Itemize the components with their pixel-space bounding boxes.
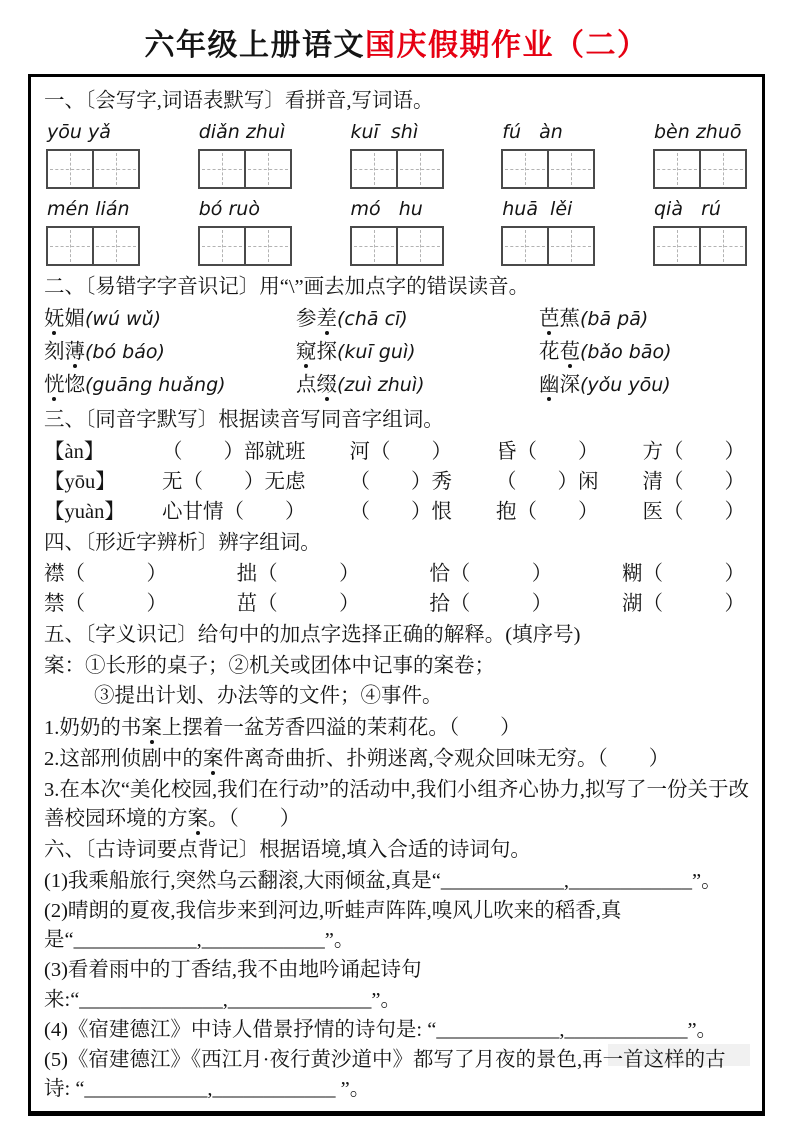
pinyin-word: qià rú — [654, 198, 721, 221]
definition-line-1: 案：①长形的桌子；②机关或团体中记事的案卷； — [44, 655, 495, 678]
grid-cell — [244, 228, 290, 264]
dotted-char: 缀 — [316, 374, 337, 397]
section-2-heading: 二、〔易错字字音识记〕用“\”画去加点字的错误读音。 — [44, 276, 530, 299]
writing-grid — [350, 149, 444, 189]
page-title-black: 六年级上册语文 — [144, 29, 365, 62]
poem-fill-item: (2)晴朗的夏夜,我信步来到河边,听蛙声阵阵,嗅风儿吹来的稻香,真是“____________,____________”。 — [44, 900, 622, 952]
pinyin-reading: (zuì zhuì) — [337, 374, 425, 397]
grid-cell — [396, 228, 442, 264]
section-3-heading: 三、〔同音字默写〕根据读音写同音字组词。 — [44, 409, 444, 432]
dotted-char: 妩 — [44, 308, 65, 331]
pinyin-word: diǎn zhuì — [198, 121, 286, 144]
dotted-char: 芭 — [539, 308, 560, 331]
word-pinyin-item: 参差(chā cī) — [296, 308, 408, 331]
fill-blank-item: 拙（ ） — [236, 563, 360, 586]
fill-blank-item: 无（ ）无虑 — [162, 470, 306, 493]
pinyin-column — [46, 196, 140, 266]
pinyin-word: yōu yǎ — [47, 121, 111, 144]
section-4-heading: 四、〔形近字辨析〕辨字组词。 — [44, 531, 321, 554]
pinyin-word: kuī shì — [350, 121, 419, 144]
homophone-row — [44, 438, 749, 467]
page-title — [0, 20, 793, 64]
pinyin-column — [198, 119, 292, 189]
pinyin-word: huā lěi — [502, 198, 573, 221]
pinyin-column — [46, 119, 140, 189]
sentence-item: 1.奶奶的书案上摆着一盆芳香四溢的茉莉花。（ ） — [44, 716, 521, 739]
dotted-char: 幽 — [539, 374, 560, 397]
writing-grid — [198, 226, 292, 266]
writing-grid — [501, 226, 595, 266]
writing-grid — [350, 226, 444, 266]
writing-grid — [46, 226, 140, 266]
grid-cell — [48, 228, 92, 264]
writing-grid — [501, 149, 595, 189]
fill-blank-item: （ ）闲 — [496, 470, 599, 493]
pinyin-word: mén lián — [47, 198, 130, 221]
pinyin-reading: (bó báo) — [85, 341, 165, 364]
section-5-heading: 五、〔字义识记〕给句中的加点字选择正确的解释。(填序号) — [44, 624, 581, 647]
grid-cell — [503, 228, 547, 264]
fill-blank-item: （ ）秀 — [349, 470, 452, 493]
grid-cell — [396, 151, 442, 187]
fill-blank-item: 河（ ） — [349, 440, 452, 463]
grid-cell — [699, 228, 745, 264]
pinyin-word: bó ruò — [198, 198, 260, 221]
pinyin-reading: (bā pā) — [580, 308, 649, 331]
fill-blank-item: 湖（ ） — [621, 593, 745, 616]
dotted-char: 恍 — [44, 374, 65, 397]
section-2-items — [44, 305, 749, 400]
word-pinyin-item: 幽深(yǒu yōu) — [539, 374, 671, 397]
grid-cell — [655, 151, 699, 187]
pinyin-word: bèn zhuō — [654, 121, 742, 144]
fill-blank-item: 恰（ ） — [429, 563, 553, 586]
homophone-row — [44, 468, 749, 497]
dotted-char: 案 — [141, 716, 162, 739]
pinyin-word: mó hu — [350, 198, 423, 221]
section-6-heading: 六、〔古诗词要点背记〕根据语境,填入合适的诗词句。 — [44, 839, 531, 862]
poem-fill-item: (3)看着雨中的丁香结,我不由地吟诵起诗句来:“______________,______________”。 — [44, 959, 422, 1011]
definition-line-2: ③提出计划、办法等的文件；④事件。 — [94, 685, 443, 708]
worksheet-box — [28, 74, 765, 1116]
poem-fill-item: (1)我乘船旅行,突然乌云翻滚,大雨倾盆,真是“____________,____________”。 — [44, 870, 722, 893]
pinyin-label: 【yuàn】 — [44, 500, 125, 523]
pinyin-row-1 — [46, 119, 747, 189]
pinyin-column — [350, 196, 444, 266]
pinyin-label: 【àn】 — [44, 440, 105, 463]
pinyin-reading: (kuī guì) — [337, 341, 416, 364]
word-pinyin-item: 点缀(zuì zhuì) — [296, 374, 425, 397]
grid-cell — [92, 228, 138, 264]
pinyin-word: fú àn — [502, 121, 563, 144]
grid-cell — [200, 151, 244, 187]
fill-blank-item: 昏（ ） — [496, 440, 599, 463]
pinyin-reading: (guāng huǎng) — [85, 374, 226, 397]
fill-blank-item: 心甘情（ ） — [162, 500, 306, 523]
word-pinyin-item: 花苞(bǎo bāo) — [539, 341, 672, 364]
pinyin-column — [198, 196, 292, 266]
pinyin-label: 【yōu】 — [44, 470, 116, 493]
pinyin-column — [501, 196, 595, 266]
fill-blank-item: 清（ ） — [642, 470, 745, 493]
grid-cell — [547, 151, 593, 187]
grid-cell — [244, 151, 290, 187]
similar-char-row — [44, 590, 749, 619]
sentence-item: 3.在本次“美化校园,我们在行动”的活动中,我们小组齐心协力,拟写了一份关于改善校园环境的方案。（ ） — [44, 778, 749, 830]
grid-cell — [655, 228, 699, 264]
writing-grid — [198, 149, 292, 189]
fill-blank-item: 医（ ） — [642, 500, 745, 523]
dotted-char: 案 — [202, 747, 224, 770]
pinyin-column — [350, 119, 444, 189]
word-pinyin-item: 刻薄(bó báo) — [44, 341, 165, 364]
fill-blank-item: 糊（ ） — [621, 563, 745, 586]
word-pinyin-item: 窥探(kuī guì) — [296, 341, 416, 364]
dotted-char: 案 — [187, 807, 208, 830]
pinyin-reading: (wú wǔ) — [85, 308, 162, 331]
dotted-char: 苞 — [559, 341, 580, 364]
fill-blank-item: 方（ ） — [642, 440, 745, 463]
fill-blank-item: （ ）恨 — [349, 500, 452, 523]
grid-cell — [699, 151, 745, 187]
writing-grid — [653, 149, 747, 189]
poem-fill-item: (4)《宿建德江》中诗人借景抒情的诗句是: “____________,____________”。 — [44, 1018, 718, 1041]
sentence-item: 2.这部刑侦剧中的案件离奇曲折、扑朔迷离,令观众回味无穷。（ ） — [44, 747, 670, 770]
pinyin-reading: (chā cī) — [337, 308, 408, 331]
homophone-row — [44, 498, 749, 527]
dotted-char: 薄 — [64, 341, 85, 364]
grid-cell — [503, 151, 547, 187]
similar-char-row — [44, 560, 749, 589]
grid-cell — [92, 151, 138, 187]
grid-cell — [200, 228, 244, 264]
grid-cell — [352, 151, 396, 187]
grid-cell — [352, 228, 396, 264]
dotted-char: 差 — [316, 308, 337, 331]
word-pinyin-item: 芭蕉(bā pā) — [539, 308, 649, 331]
fill-blank-item: （ ）部就班 — [162, 440, 306, 463]
fill-blank-item: 抱（ ） — [496, 500, 599, 523]
word-pinyin-item: 恍惚(guāng huǎng) — [44, 374, 226, 397]
pinyin-column — [501, 119, 595, 189]
pinyin-row-2 — [46, 196, 747, 266]
writing-grid — [46, 149, 140, 189]
pinyin-reading: (bǎo bāo) — [580, 341, 672, 364]
pinyin-reading: (yǒu yōu) — [580, 374, 671, 397]
pinyin-column — [653, 196, 747, 266]
pinyin-column — [653, 119, 747, 189]
dotted-char: 窥 — [296, 341, 317, 364]
fill-blank-item: 茁（ ） — [236, 593, 360, 616]
poem-fill-item: (5)《宿建德江》《西江月·夜行黄沙道中》都写了月夜的景色,再一首这样的古诗: “____________,____________ ”。 — [44, 1048, 726, 1100]
word-pinyin-item: 妩媚(wú wǔ) — [44, 308, 162, 331]
fill-blank-item: 襟（ ） — [44, 563, 167, 586]
grid-cell — [547, 228, 593, 264]
grid-cell — [48, 151, 92, 187]
fill-blank-item: 禁（ ） — [44, 593, 167, 616]
section-1-heading: 一、〔会写字,词语表默写〕看拼音,写词语。 — [44, 90, 434, 112]
writing-grid — [653, 226, 747, 266]
page-title-red: 国庆假期作业（二） — [365, 29, 649, 62]
fill-blank-item: 拾（ ） — [429, 593, 553, 616]
